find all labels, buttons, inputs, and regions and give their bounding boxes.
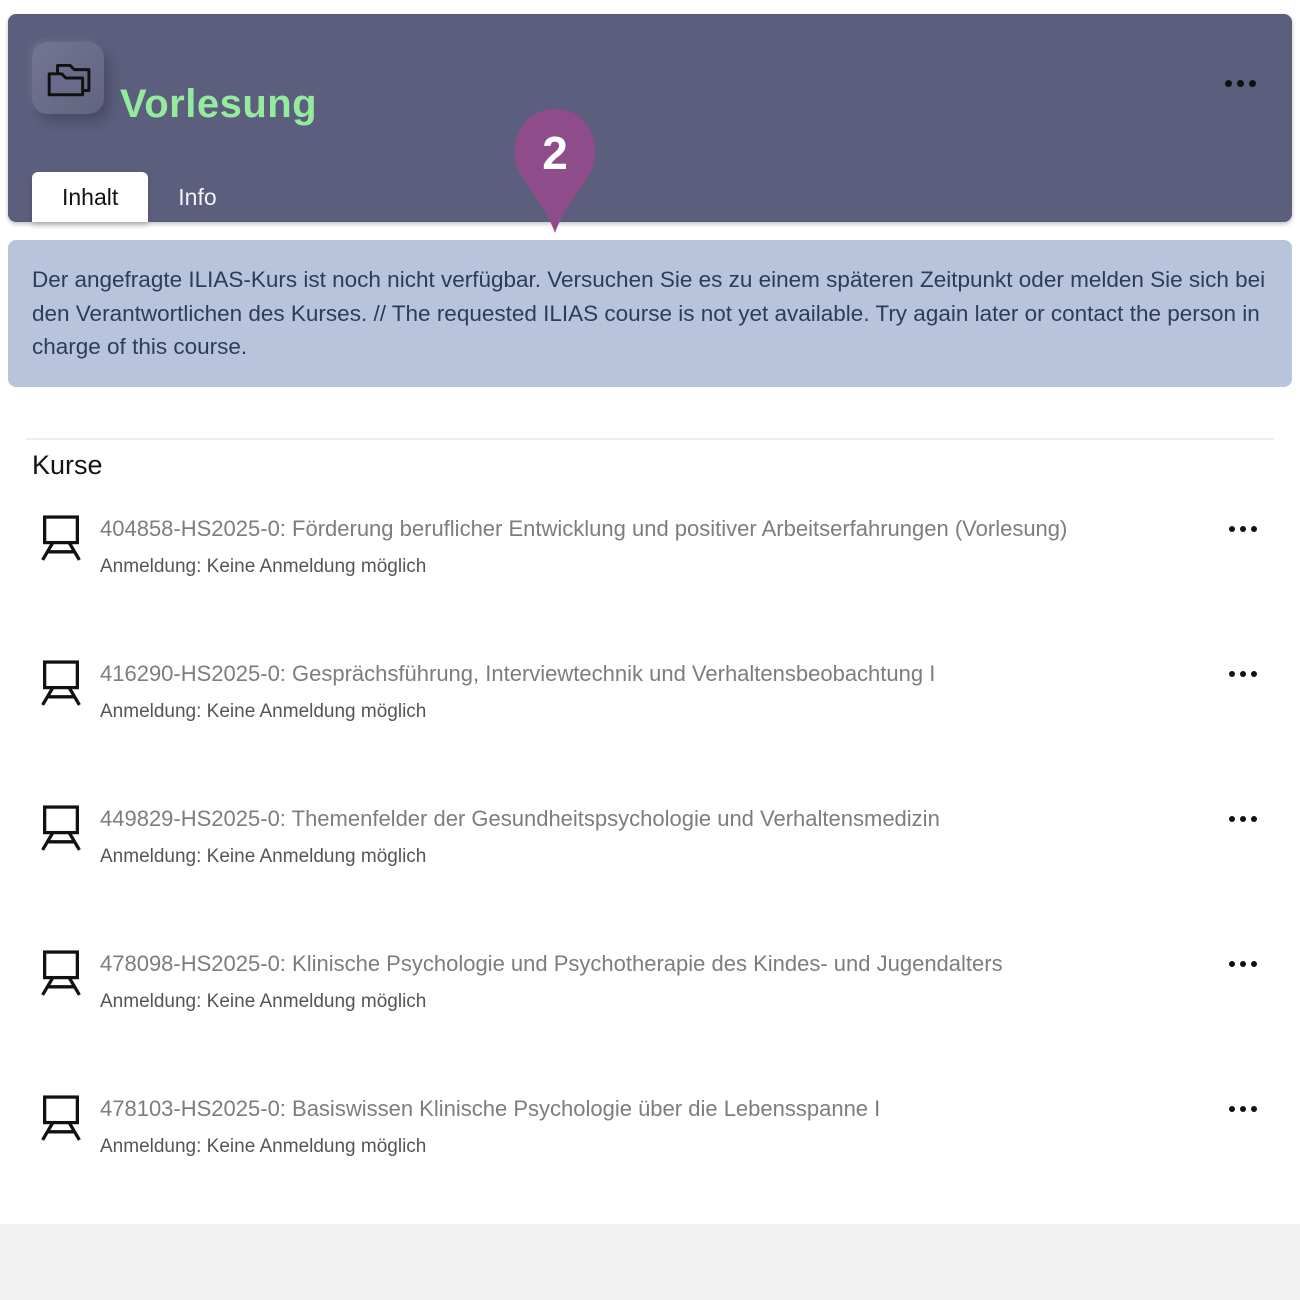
availability-notice: Der angefragte ILIAS-Kurs ist noch nicht verfügbar. Versuchen Sie es zu einem späteren Zeitpunkt oder melden Sie sich bei den Verantwortlichen des Kurses. // The requested ILIAS course is not yet available. Try again later or contact the person in charge of this course. xyxy=(8,240,1292,387)
tab-inhalt[interactable]: Inhalt xyxy=(32,172,148,222)
annotation-pin-marker xyxy=(511,107,599,234)
course-actions-button[interactable] xyxy=(1229,1106,1257,1112)
presentation-board-icon xyxy=(38,804,84,851)
category-icon-tile xyxy=(32,42,104,114)
course-registration-info: Anmeldung: Keine Anmeldung möglich xyxy=(100,846,427,867)
section-divider xyxy=(26,438,1274,440)
presentation-board-icon xyxy=(38,1094,84,1141)
course-row xyxy=(0,514,1300,586)
course-actions-button[interactable] xyxy=(1229,961,1257,967)
ellipsis-icon xyxy=(1229,526,1235,532)
courses-section-title: Kurse xyxy=(32,450,103,480)
ellipsis-icon xyxy=(1225,80,1232,87)
ellipsis-icon xyxy=(1229,1106,1235,1112)
header-actions-button[interactable] xyxy=(1225,80,1256,87)
course-title-link[interactable]: 478103-HS2025-0: Basiswissen Klinische Psychologie über die Lebensspanne I xyxy=(100,1096,881,1121)
course-title-link[interactable]: 404858-HS2025-0: Förderung beruflicher Entwicklung und positiver Arbeitserfahrungen (Vorlesung) xyxy=(100,516,1068,541)
presentation-board-icon xyxy=(38,949,84,996)
course-title-link[interactable]: 416290-HS2025-0: Gesprächsführung, Interviewtechnik und Verhaltensbeobachtung I xyxy=(100,661,936,686)
course-actions-button[interactable] xyxy=(1229,671,1257,677)
course-registration-info: Anmeldung: Keine Anmeldung möglich xyxy=(100,1136,427,1157)
presentation-board-icon xyxy=(38,659,84,706)
course-row xyxy=(0,949,1300,1021)
footer-strip xyxy=(0,1224,1300,1300)
course-title-link[interactable]: 478098-HS2025-0: Klinische Psychologie und Psychotherapie des Kindes- und Jugendalters xyxy=(100,951,1003,976)
presentation-board-icon xyxy=(38,514,84,561)
tab-info[interactable]: Info xyxy=(178,183,217,210)
course-row xyxy=(0,804,1300,876)
pin-number: 2 xyxy=(542,127,568,179)
course-row xyxy=(0,659,1300,731)
page-title: Vorlesung xyxy=(120,82,318,126)
course-actions-button[interactable] xyxy=(1229,526,1257,532)
course-list xyxy=(0,514,1300,1239)
course-row xyxy=(0,1094,1300,1166)
course-category-header xyxy=(8,14,1292,222)
course-actions-button[interactable] xyxy=(1229,816,1257,822)
header-tabs xyxy=(32,172,247,222)
ellipsis-icon xyxy=(1229,671,1235,677)
course-title-link[interactable]: 449829-HS2025-0: Themenfelder der Gesundheitspsychologie und Verhaltensmedizin xyxy=(100,806,940,831)
course-registration-info: Anmeldung: Keine Anmeldung möglich xyxy=(100,556,427,577)
course-registration-info: Anmeldung: Keine Anmeldung möglich xyxy=(100,701,427,722)
ellipsis-icon xyxy=(1229,816,1235,822)
ellipsis-icon xyxy=(1229,961,1235,967)
folder-icon xyxy=(45,55,91,101)
course-registration-info: Anmeldung: Keine Anmeldung möglich xyxy=(100,991,427,1012)
